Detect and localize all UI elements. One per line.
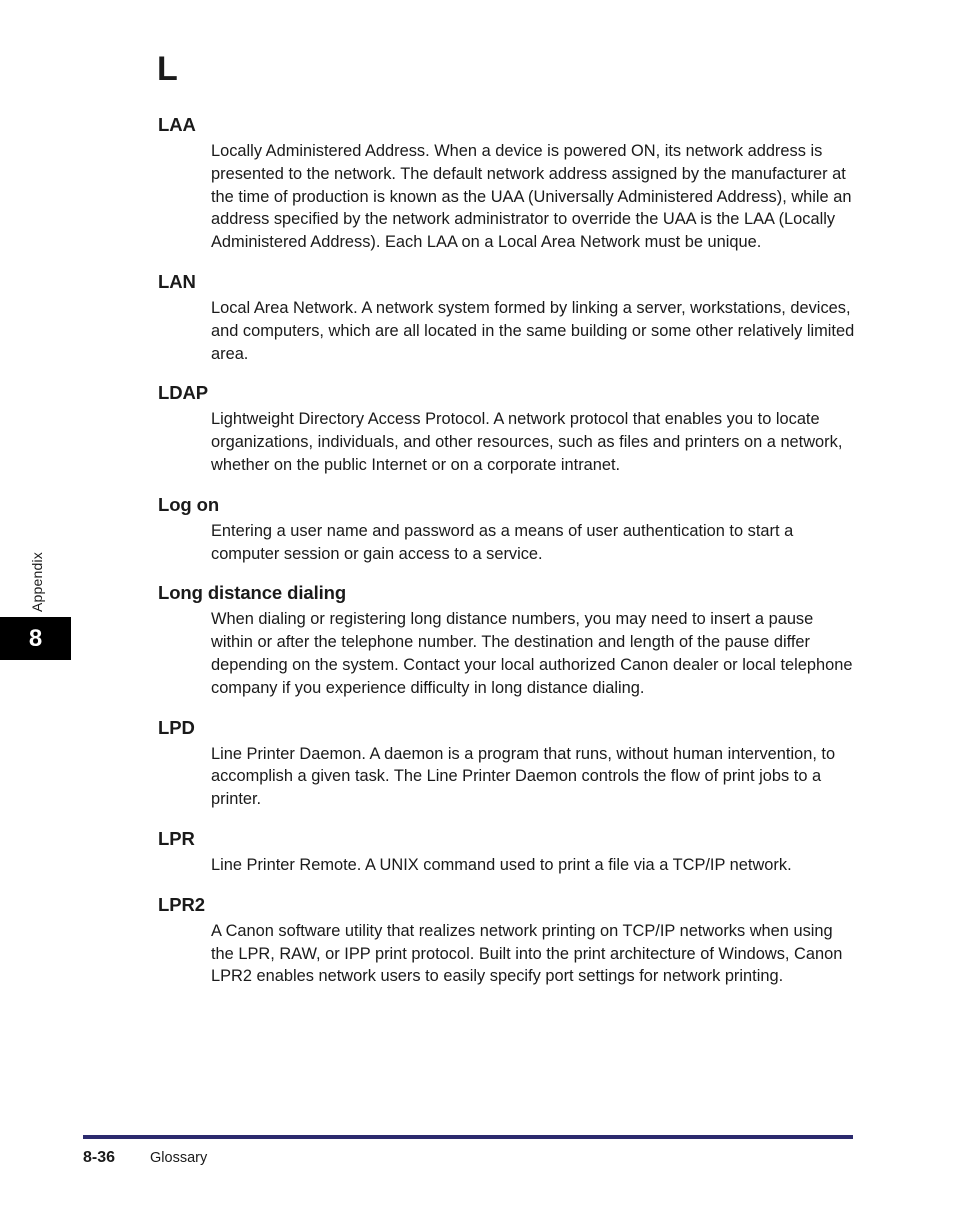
- glossary-term: LAN: [158, 270, 196, 292]
- glossary-definition: A Canon software utility that realizes network printing on TCP/IP networks when using the LPR, RAW, or IPP print protocol. Built into the print architecture of Windows, Canon LPR2 enables network users to easily specify port settings for network printing.: [211, 921, 843, 986]
- glossary-term: Log on: [158, 493, 220, 515]
- section-side-label: Appendix: [29, 552, 45, 612]
- chapter-number: 8: [28, 624, 43, 652]
- glossary-entry: [158, 113, 858, 254]
- glossary-term: Long distance dialing: [158, 582, 347, 604]
- glossary-definition: Line Printer Daemon. A daemon is a program that runs, without human intervention, to accomplish a given task. The Line Printer Daemon controls the flow of print jobs to a printer.: [211, 744, 836, 809]
- page-number: 8-36: [83, 1149, 116, 1166]
- glossary-definition: Lightweight Directory Access Protocol. A network protocol that enables you to locate organizations, individuals, and other resources, such as files and printers on a network, whether on the public Internet or on a corporate intranet.: [211, 410, 843, 474]
- glossary-entry: [158, 716, 858, 811]
- glossary-definition: Local Area Network. A network system formed by linking a server, workstations, devices, and computers, which are all located in the same building or some other relatively limited area.: [211, 298, 855, 363]
- glossary-term: LAA: [158, 114, 196, 135]
- glossary-entry: [158, 270, 858, 365]
- footer-rule: [83, 1135, 853, 1139]
- glossary-term: LPR: [158, 827, 195, 849]
- footer-title: Glossary: [150, 1150, 208, 1166]
- glossary-entry: [158, 893, 858, 988]
- chapter-tab: [0, 617, 71, 660]
- glossary-entries: [158, 113, 858, 988]
- glossary-entry: [158, 581, 858, 699]
- glossary-term: LPD: [158, 716, 195, 738]
- glossary-definition: Locally Administered Address. When a device is powered ON, its network address is presented to the network. The default network address assigned by the manufacturer at the time of production is known as the UAA (Universally Administered Address), while an address specified by the network administrator to override the UAA is the LAA (Locally Administered Address). Each LAA on a Local Area Network must be unique.: [211, 142, 852, 252]
- glossary-term: LPR2: [158, 893, 205, 915]
- glossary-definition: Entering a user name and password as a means of user authentication to start a computer session or gain access to a service.: [211, 521, 794, 563]
- glossary-entry: [158, 827, 858, 877]
- glossary-term: LDAP: [158, 382, 208, 404]
- glossary-definition: When dialing or registering long distance numbers, you may need to insert a pause within or after the telephone number. The destination and length of the pause differ depending on the system. Contact your local authorized Canon dealer or local telephone company if you experience difficulty in long distance dialing.: [211, 610, 853, 697]
- glossary-entry: [158, 381, 858, 476]
- glossary-definition: Line Printer Remote. A UNIX command used to print a file via a TCP/IP network.: [211, 855, 792, 874]
- section-letter: L: [157, 50, 178, 88]
- glossary-entry: [158, 493, 858, 566]
